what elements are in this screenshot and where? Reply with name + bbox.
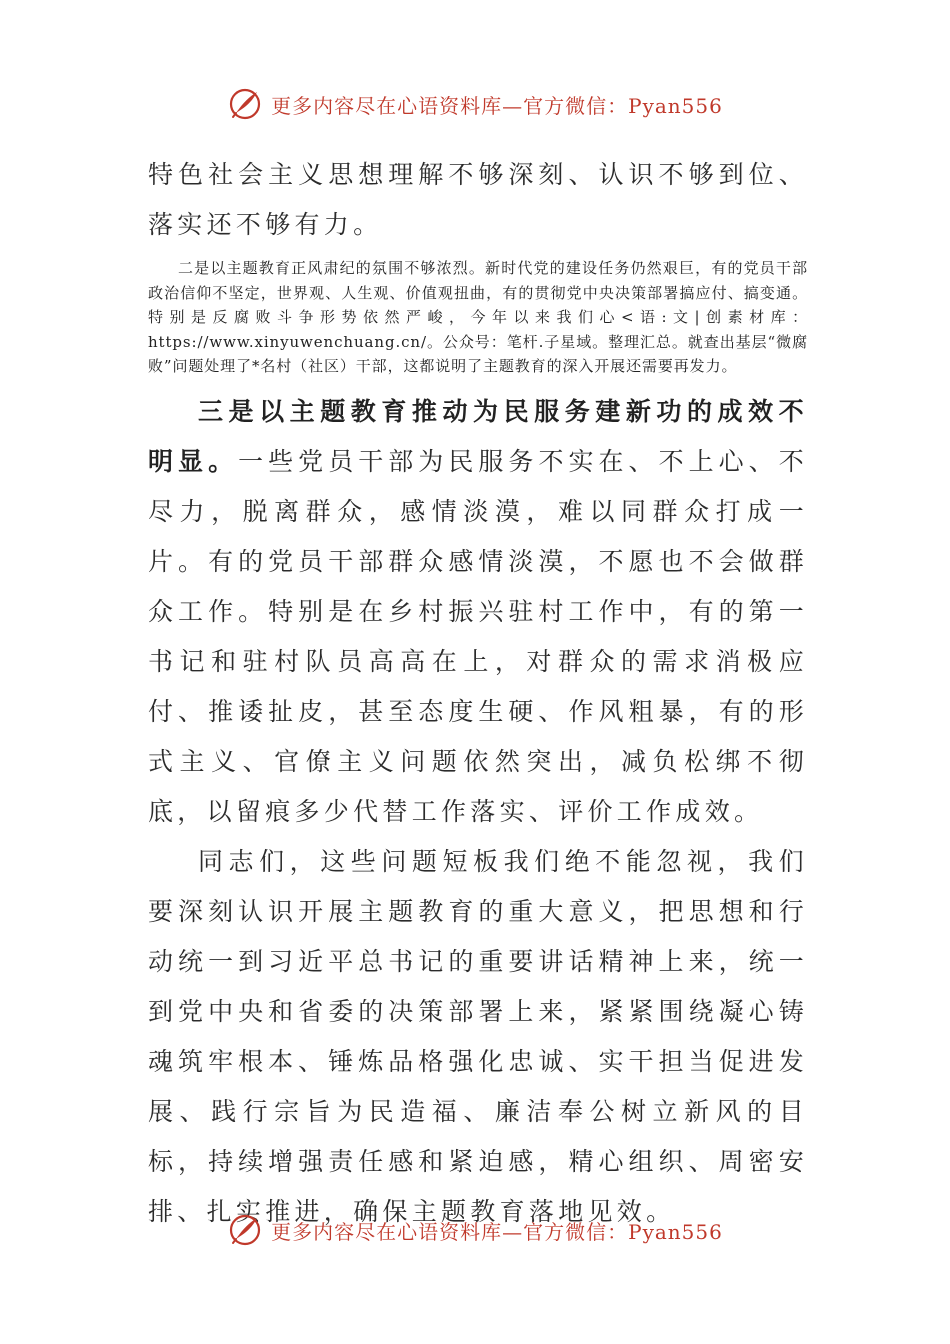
quill-pen-icon xyxy=(227,1212,263,1248)
document-body xyxy=(148,150,808,1237)
header-banner-text: 更多内容尽在心语资料库—官方微信：Pyan556 xyxy=(271,93,723,118)
header-banner xyxy=(0,84,950,124)
paragraph-3-text: 一些党员干部为民服务不实在、不上心、不尽力，脱离群众，感情淡漠，难以同群众打成一片。有的党员干部群众感情淡漠，不愿也不会做群众工作。特别是在乡村振兴驻村工作中，有的第一书记和驻村队员高高在上，对群众的需求消极应付、推诿扯皮，甚至态度生硬、作风粗暴，有的形式主义、官僚主义问题依然突出，减负松绑不彻底，以留痕多少代替工作落实、评价工作成效。 xyxy=(148,446,809,826)
paragraph-3-heading: 三是以主题教育推动为民服务建新功的成效不明显。 xyxy=(148,396,808,476)
paragraph-4: 同志们，这些问题短板我们绝不能忽视，我们要深刻认识开展主题教育的重大意义，把思想和行动统一到习近平总书记的重要讲话精神上来，统一到党中央和省委的决策部署上来，紧紧围绕凝心铸魂筑牢根本、锤炼品格强化忠诚、实干担当促进发展、践行宗旨为民造福、廉洁奉公树立新风的目标，持续增强责任感和紧迫感，精心组织、周密安排、扎实推进，确保主题教育落地见效。 xyxy=(148,846,808,1226)
paragraph-1: 特色社会主义思想理解不够深刻、认识不够到位、落实还不够有力。 xyxy=(148,160,808,239)
footer-banner-text: 更多内容尽在心语资料库—官方微信：Pyan556 xyxy=(271,1219,723,1244)
paragraph-3 xyxy=(148,387,808,837)
quill-pen-icon xyxy=(227,86,263,122)
paragraph-2: 二是以主题教育正风肃纪的氛围不够浓烈。新时代党的建设任务仍然艰巨，有的党员干部政治信仰不坚定，世界观、人生观、价值观扭曲，有的贯彻党中央决策部署搞应付、搞变通。特别是反腐败斗争形势依然严峻，今年以来我们心<语:文|创素材库：https://www.xinyuwenchuang.cn/。公众号：笔杆.子星域。整理汇总。就查出基层“微腐败”问题处理了*名村（社区）干部，这都说明了主题教育的深入开展还需要再发力。 xyxy=(148,259,808,375)
footer-banner xyxy=(0,1210,950,1250)
